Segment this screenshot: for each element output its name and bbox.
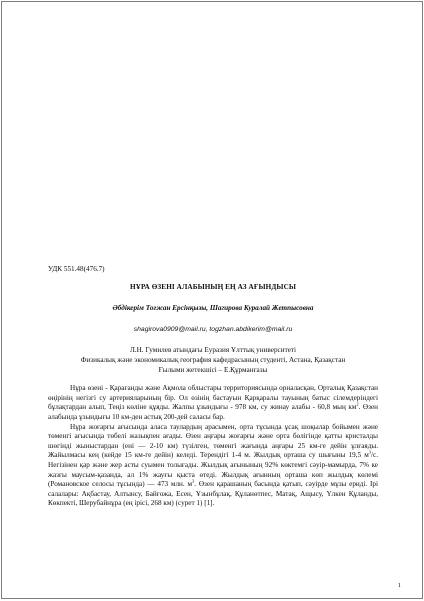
document-page [1,1,423,599]
affiliation-supervisor: Ғылыми жетекшісі – Е.Құрманғазы [158,365,268,374]
paragraph-text: . Өзен қарашаның басында қатып, сәуірде мұзы ериді. Ірі салалары: Ақбастау, Алтынсу, Байғожа, Есен, Ұзынбұлақ, Құланөтпес, Матақ, Ащысу, Үлкен Құланды, Көкпекті, Шерубайнұра (ең ірісі, 268 км) (сурет 1) [1]. [48,480,378,508]
superscript: 2 [356,401,359,407]
affiliation-block [48,346,378,375]
paragraph-text: . Өзен алабында ұзындығы 10 км-ден астық 200-дей саласы бар. [48,403,378,421]
affiliation-university: Л.Н. Гумилев атындағы Еуразия Ұлттық университеті [129,346,297,355]
udk-code: УДК 551.48(476.7) [48,265,105,273]
document-content [48,265,378,509]
article-title: НҰРА ӨЗЕНІ АЛАБЫНЫҢ ЕҢ АЗ АҒЫНДЫСЫ [129,282,297,291]
superscript: 3 [368,449,372,455]
author-names: Әбдікерім Тоғжан Ерсінқызы, Шагирова Куралай Жетпысовна [112,304,314,313]
page-number: 1 [397,582,401,589]
affiliation-department: Физикалық және экономикалық география кафедрасының студенті, Астана, Қазақстан [80,355,346,364]
author-emails: shagirova0909@mail.ru, togzhan.abdikerim@mail.ru [133,325,293,333]
paragraph-text: Нұра жоғарғы ағысында аласа таулардың арасымен, орта тұсында ұсақ шоқылар бойымен және төменгі ағысында төбелі жазықпен ағады. Өзен аңғары жоғарғы және орта бөлігінде қатты кристалды шөгінді жыныстардан (ені — 2-10 км) түзілген, төменгі жағында аңғары 25 км-ге дейін ұлғаяды. Жайылмасы кең (кейде 15 км-ге дейін) келеді. Терендігі 1-4 м. Жылдық орташа су шығыны 19,5 м [48,422,378,460]
body-paragraph [48,423,378,509]
body-paragraph [48,384,378,422]
paragraph-text: Нұра өзені - Қарағанды және Ақмола облыстары территориясында орналасқан, Орталық Қазақстан өңірінің негізгі су артерияларының бір. Ол өзінің бастауын Қарқаралы тауының батыс сілемдеріндегі бұлақтардан алып, Теңіз көліне құяды. Жалпы ұзындығы - 978 км, су жинау алабы - 60,8 мың км [48,384,378,412]
superscript: 3 [192,478,195,484]
paragraph-text: /с. Негізінен қар және жер асты суымен толығады. Жылдық ағынының 92% көктемгі сәуір-мамырда, 7% ке жазғы маусым-қазанда, ал 1% жауғы қыста өтеді. Жылдық ағынның орташа көп жылдық көлемі (Романовское селосы тұсында) — 473 млн. м [48,451,378,489]
